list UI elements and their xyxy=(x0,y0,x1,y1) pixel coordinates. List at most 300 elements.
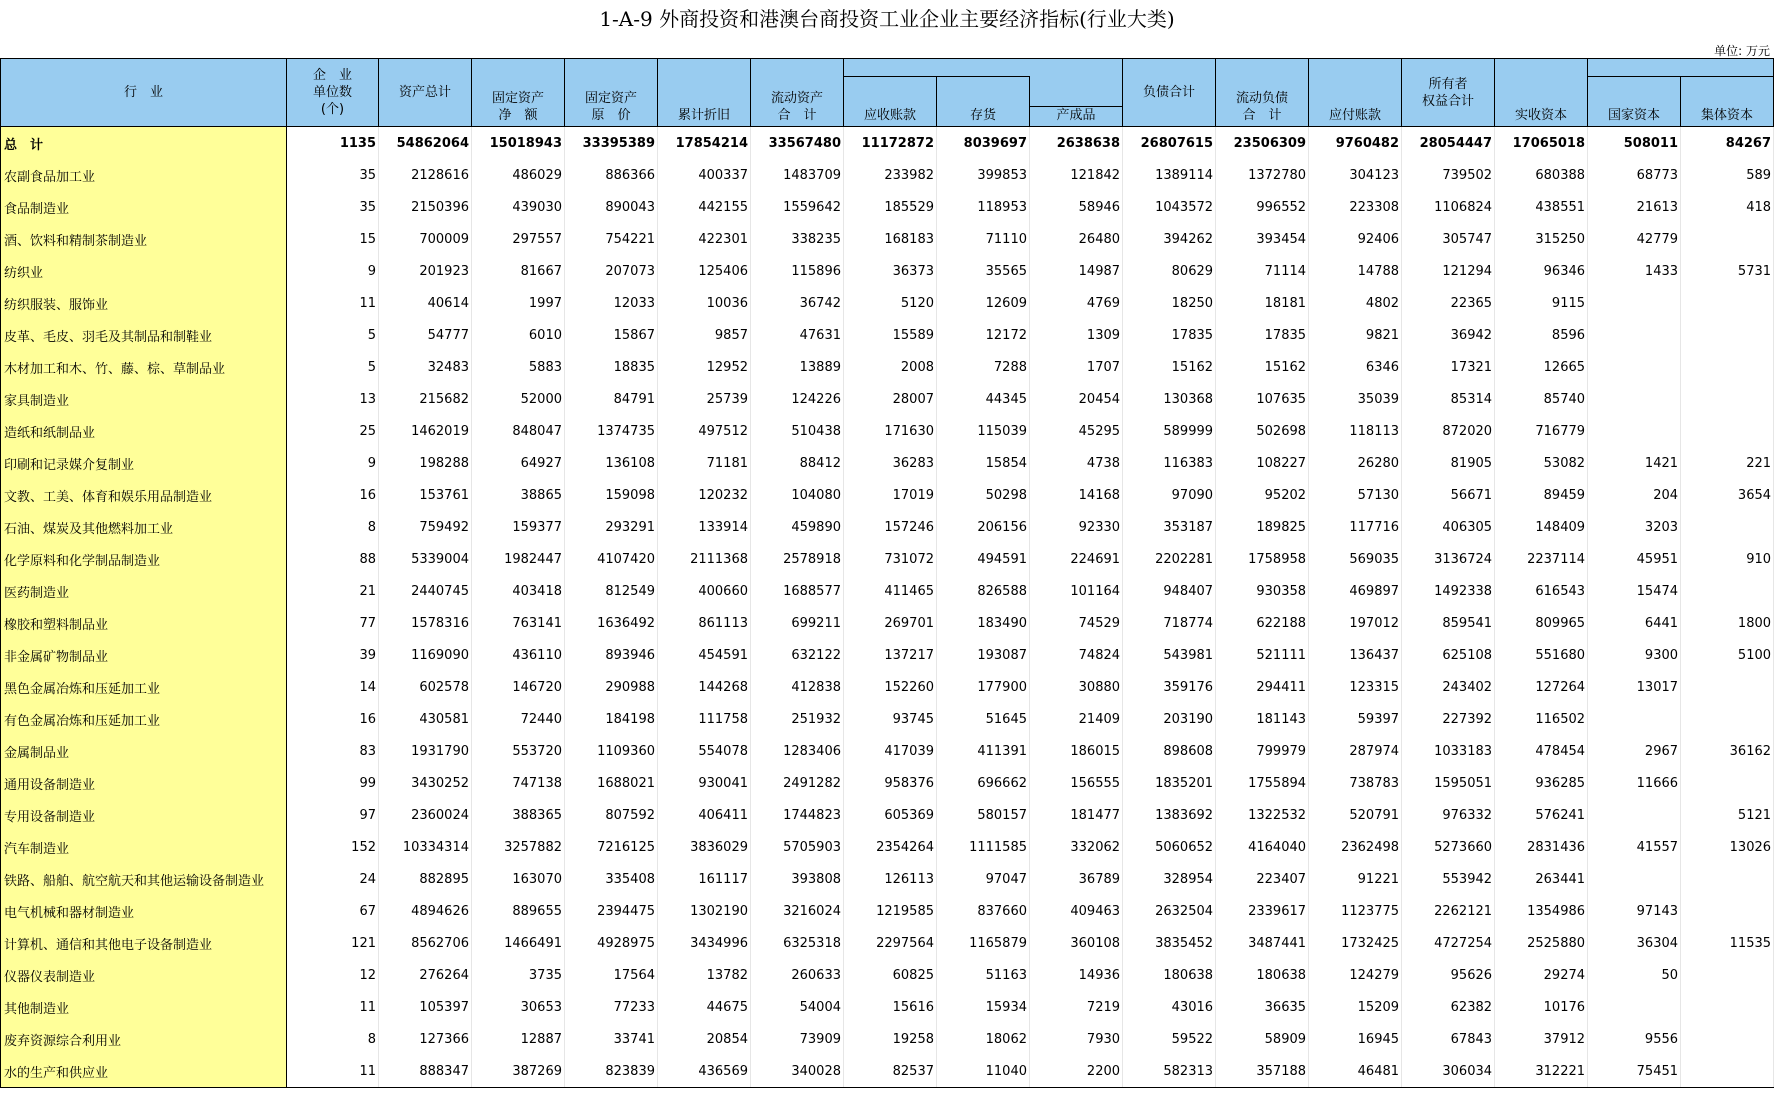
value-cell: 890043 xyxy=(565,191,658,223)
value-cell: 4928975 xyxy=(565,927,658,959)
value-cell: 221 xyxy=(1681,447,1774,479)
table-row xyxy=(1,159,1774,191)
value-cell: 64927 xyxy=(472,447,565,479)
value-cell: 9821 xyxy=(1309,319,1402,351)
table-row xyxy=(1,1055,1774,1088)
value-cell: 826588 xyxy=(937,575,1030,607)
value-cell: 5883 xyxy=(472,351,565,383)
value-cell: 17835 xyxy=(1216,319,1309,351)
value-cell: 1421 xyxy=(1588,447,1681,479)
value-cell: 84791 xyxy=(565,383,658,415)
value-cell: 436569 xyxy=(658,1055,751,1088)
value-cell: 1636492 xyxy=(565,607,658,639)
value-cell: 4107420 xyxy=(565,543,658,575)
table-row xyxy=(1,959,1774,991)
value-cell: 9 xyxy=(287,447,379,479)
value-cell: 510438 xyxy=(751,415,844,447)
value-cell: 120232 xyxy=(658,479,751,511)
value-cell xyxy=(1588,383,1681,415)
value-cell: 1374735 xyxy=(565,415,658,447)
value-cell: 89459 xyxy=(1495,479,1588,511)
value-cell: 2237114 xyxy=(1495,543,1588,575)
value-cell: 13017 xyxy=(1588,671,1681,703)
value-cell: 77 xyxy=(287,607,379,639)
value-cell xyxy=(1588,287,1681,319)
value-cell: 15616 xyxy=(844,991,937,1023)
value-cell: 185529 xyxy=(844,191,937,223)
value-cell: 3434996 xyxy=(658,927,751,959)
industry-name-cell: 通用设备制造业 xyxy=(1,767,287,799)
value-cell: 215682 xyxy=(379,383,472,415)
value-cell: 12887 xyxy=(472,1023,565,1055)
industry-name-cell: 医药制造业 xyxy=(1,575,287,607)
value-cell: 739502 xyxy=(1402,159,1495,191)
value-cell: 508011 xyxy=(1588,127,1681,160)
value-cell: 269701 xyxy=(844,607,937,639)
value-cell: 97143 xyxy=(1588,895,1681,927)
value-cell: 105397 xyxy=(379,991,472,1023)
value-cell: 54777 xyxy=(379,319,472,351)
value-cell: 315250 xyxy=(1495,223,1588,255)
value-cell: 35565 xyxy=(937,255,1030,287)
value-cell: 3487441 xyxy=(1216,927,1309,959)
value-cell: 1109360 xyxy=(565,735,658,767)
value-cell: 153761 xyxy=(379,479,472,511)
value-cell: 11040 xyxy=(937,1055,1030,1088)
value-cell: 54862064 xyxy=(379,127,472,160)
value-cell: 15474 xyxy=(1588,575,1681,607)
value-cell: 36942 xyxy=(1402,319,1495,351)
value-cell xyxy=(1681,287,1774,319)
value-cell: 67843 xyxy=(1402,1023,1495,1055)
value-cell: 5 xyxy=(287,351,379,383)
value-cell xyxy=(1588,351,1681,383)
value-cell: 3257882 xyxy=(472,831,565,863)
table-row xyxy=(1,415,1774,447)
value-cell: 36283 xyxy=(844,447,937,479)
value-cell: 1462019 xyxy=(379,415,472,447)
value-cell: 520791 xyxy=(1309,799,1402,831)
value-cell: 12 xyxy=(287,959,379,991)
value-cell: 80629 xyxy=(1123,255,1216,287)
value-cell: 4769 xyxy=(1030,287,1123,319)
value-cell: 359176 xyxy=(1123,671,1216,703)
industry-name-cell: 铁路、船舶、航空航天和其他运输设备制造业 xyxy=(1,863,287,895)
value-cell xyxy=(1588,415,1681,447)
value-cell: 417039 xyxy=(844,735,937,767)
value-cell: 144268 xyxy=(658,671,751,703)
value-cell: 29274 xyxy=(1495,959,1588,991)
header-receivables: 应收账款 xyxy=(844,77,937,127)
value-cell: 898608 xyxy=(1123,735,1216,767)
value-cell: 7288 xyxy=(937,351,1030,383)
value-cell xyxy=(1681,671,1774,703)
value-cell: 5060652 xyxy=(1123,831,1216,863)
value-cell: 45295 xyxy=(1030,415,1123,447)
value-cell: 121842 xyxy=(1030,159,1123,191)
value-cell: 26280 xyxy=(1309,447,1402,479)
value-cell xyxy=(1588,319,1681,351)
value-cell: 52000 xyxy=(472,383,565,415)
value-cell: 1595051 xyxy=(1402,767,1495,799)
value-cell: 84267 xyxy=(1681,127,1774,160)
value-cell: 28007 xyxy=(844,383,937,415)
value-cell: 93745 xyxy=(844,703,937,735)
value-cell: 15 xyxy=(287,223,379,255)
value-cell: 96346 xyxy=(1495,255,1588,287)
value-cell: 33741 xyxy=(565,1023,658,1055)
value-cell: 75451 xyxy=(1588,1055,1681,1088)
value-cell: 1283406 xyxy=(751,735,844,767)
header-finished-goods: 产成品 xyxy=(1030,107,1123,127)
value-cell: 123315 xyxy=(1309,671,1402,703)
value-cell: 59522 xyxy=(1123,1023,1216,1055)
value-cell: 948407 xyxy=(1123,575,1216,607)
value-cell: 17065018 xyxy=(1495,127,1588,160)
value-cell xyxy=(1681,703,1774,735)
table-title: 1-A-9 外商投资和港澳台商投资工业企业主要经济指标(行业大类) xyxy=(599,7,1175,31)
value-cell: 15934 xyxy=(937,991,1030,1023)
value-cell: 136437 xyxy=(1309,639,1402,671)
value-cell: 223407 xyxy=(1216,863,1309,895)
value-cell: 290988 xyxy=(565,671,658,703)
value-cell: 861113 xyxy=(658,607,751,639)
value-cell: 118953 xyxy=(937,191,1030,223)
value-cell: 36373 xyxy=(844,255,937,287)
value-cell: 14788 xyxy=(1309,255,1402,287)
value-cell: 127264 xyxy=(1495,671,1588,703)
value-cell: 3654 xyxy=(1681,479,1774,511)
value-cell: 930358 xyxy=(1216,575,1309,607)
value-cell: 13782 xyxy=(658,959,751,991)
value-cell: 4738 xyxy=(1030,447,1123,479)
value-cell xyxy=(1681,863,1774,895)
value-cell: 409463 xyxy=(1030,895,1123,927)
value-cell: 115896 xyxy=(751,255,844,287)
industry-name-cell: 石油、煤炭及其他燃料加工业 xyxy=(1,511,287,543)
value-cell xyxy=(1681,511,1774,543)
value-cell: 332062 xyxy=(1030,831,1123,863)
value-cell: 115039 xyxy=(937,415,1030,447)
value-cell: 5120 xyxy=(844,287,937,319)
value-cell: 306034 xyxy=(1402,1055,1495,1088)
value-cell: 50298 xyxy=(937,479,1030,511)
value-cell xyxy=(1681,959,1774,991)
value-cell: 5731 xyxy=(1681,255,1774,287)
value-cell: 124226 xyxy=(751,383,844,415)
value-cell: 1492338 xyxy=(1402,575,1495,607)
value-cell: 2362498 xyxy=(1309,831,1402,863)
value-cell: 16 xyxy=(287,479,379,511)
industry-name-cell: 仪器仪表制造业 xyxy=(1,959,287,991)
value-cell: 15018943 xyxy=(472,127,565,160)
value-cell: 3430252 xyxy=(379,767,472,799)
value-cell: 338235 xyxy=(751,223,844,255)
value-cell: 201923 xyxy=(379,255,472,287)
value-cell: 44345 xyxy=(937,383,1030,415)
unit-label: 单位: 万元 xyxy=(1714,44,1770,58)
value-cell: 11 xyxy=(287,287,379,319)
value-cell: 12952 xyxy=(658,351,751,383)
value-cell: 1997 xyxy=(472,287,565,319)
value-cell: 1559642 xyxy=(751,191,844,223)
value-cell: 126113 xyxy=(844,863,937,895)
value-cell: 92406 xyxy=(1309,223,1402,255)
table-row xyxy=(1,479,1774,511)
value-cell: 2202281 xyxy=(1123,543,1216,575)
value-cell: 459890 xyxy=(751,511,844,543)
value-cell: 412838 xyxy=(751,671,844,703)
value-cell: 5705903 xyxy=(751,831,844,863)
value-cell: 551680 xyxy=(1495,639,1588,671)
header-current-assets-group xyxy=(844,59,1123,77)
value-cell: 181477 xyxy=(1030,799,1123,831)
value-cell: 287974 xyxy=(1309,735,1402,767)
value-cell: 4727254 xyxy=(1402,927,1495,959)
value-cell: 1483709 xyxy=(751,159,844,191)
value-cell: 486029 xyxy=(472,159,565,191)
value-cell: 14936 xyxy=(1030,959,1123,991)
value-cell: 260633 xyxy=(751,959,844,991)
value-cell: 494591 xyxy=(937,543,1030,575)
value-cell: 198288 xyxy=(379,447,472,479)
value-cell: 2831436 xyxy=(1495,831,1588,863)
value-cell: 47631 xyxy=(751,319,844,351)
value-cell: 36635 xyxy=(1216,991,1309,1023)
value-cell xyxy=(1681,1023,1774,1055)
value-cell: 2128616 xyxy=(379,159,472,191)
value-cell: 18250 xyxy=(1123,287,1216,319)
header-depreciation: 累计折旧 xyxy=(658,59,751,127)
value-cell: 6346 xyxy=(1309,351,1402,383)
value-cell: 439030 xyxy=(472,191,565,223)
value-cell: 430581 xyxy=(379,703,472,735)
value-cell: 312221 xyxy=(1495,1055,1588,1088)
value-cell: 104080 xyxy=(751,479,844,511)
value-cell: 1383692 xyxy=(1123,799,1216,831)
value-cell: 111758 xyxy=(658,703,751,735)
value-cell: 1033183 xyxy=(1402,735,1495,767)
value-cell: 117716 xyxy=(1309,511,1402,543)
value-cell: 478454 xyxy=(1495,735,1588,767)
value-cell: 85314 xyxy=(1402,383,1495,415)
value-cell: 203190 xyxy=(1123,703,1216,735)
value-cell: 958376 xyxy=(844,767,937,799)
value-cell: 872020 xyxy=(1402,415,1495,447)
value-cell: 1688021 xyxy=(565,767,658,799)
value-cell: 20454 xyxy=(1030,383,1123,415)
value-cell: 58909 xyxy=(1216,1023,1309,1055)
value-cell xyxy=(1588,863,1681,895)
value-cell: 812549 xyxy=(565,575,658,607)
value-cell: 8 xyxy=(287,1023,379,1055)
value-cell: 340028 xyxy=(751,1055,844,1088)
value-cell: 763141 xyxy=(472,607,565,639)
industry-name-cell: 酒、饮料和精制茶制造业 xyxy=(1,223,287,255)
value-cell: 101164 xyxy=(1030,575,1123,607)
value-cell: 2111368 xyxy=(658,543,751,575)
value-cell: 3836029 xyxy=(658,831,751,863)
table-row xyxy=(1,703,1774,735)
value-cell: 436110 xyxy=(472,639,565,671)
value-cell: 1800 xyxy=(1681,607,1774,639)
header-fixed-net: 固定资产 净 额 xyxy=(472,59,565,127)
value-cell: 177900 xyxy=(937,671,1030,703)
value-cell: 26807615 xyxy=(1123,127,1216,160)
value-cell: 16945 xyxy=(1309,1023,1402,1055)
value-cell: 33395389 xyxy=(565,127,658,160)
table-row xyxy=(1,351,1774,383)
value-cell: 14168 xyxy=(1030,479,1123,511)
industry-name-cell: 水的生产和供应业 xyxy=(1,1055,287,1088)
value-cell: 11666 xyxy=(1588,767,1681,799)
industry-name-cell: 电气机械和器材制造业 xyxy=(1,895,287,927)
value-cell: 58946 xyxy=(1030,191,1123,223)
value-cell: 469897 xyxy=(1309,575,1402,607)
value-cell: 21409 xyxy=(1030,703,1123,735)
value-cell: 2354264 xyxy=(844,831,937,863)
value-cell: 5339004 xyxy=(379,543,472,575)
value-cell: 888347 xyxy=(379,1055,472,1088)
value-cell: 180638 xyxy=(1123,959,1216,991)
value-cell: 224691 xyxy=(1030,543,1123,575)
value-cell: 2200 xyxy=(1030,1055,1123,1088)
table-row xyxy=(1,223,1774,255)
value-cell: 82537 xyxy=(844,1055,937,1088)
value-cell: 716779 xyxy=(1495,415,1588,447)
value-cell: 2491282 xyxy=(751,767,844,799)
value-cell: 7219 xyxy=(1030,991,1123,1023)
value-cell xyxy=(1681,767,1774,799)
value-cell: 553942 xyxy=(1402,863,1495,895)
value-cell: 2262121 xyxy=(1402,895,1495,927)
value-cell: 731072 xyxy=(844,543,937,575)
table-row xyxy=(1,1023,1774,1055)
table-row xyxy=(1,255,1774,287)
value-cell: 133914 xyxy=(658,511,751,543)
value-cell: 2150396 xyxy=(379,191,472,223)
value-cell: 4894626 xyxy=(379,895,472,927)
header-equity: 所有者 权益合计 xyxy=(1402,59,1495,127)
value-cell: 11 xyxy=(287,991,379,1023)
table-body xyxy=(1,127,1774,1088)
industry-name-cell: 其他制造业 xyxy=(1,991,287,1023)
value-cell: 88 xyxy=(287,543,379,575)
value-cell: 1707 xyxy=(1030,351,1123,383)
value-cell: 521111 xyxy=(1216,639,1309,671)
value-cell: 2394475 xyxy=(565,895,658,927)
industry-name-cell: 计算机、通信和其他电子设备制造业 xyxy=(1,927,287,959)
industry-name-cell: 专用设备制造业 xyxy=(1,799,287,831)
value-cell: 305747 xyxy=(1402,223,1495,255)
value-cell: 74824 xyxy=(1030,639,1123,671)
value-cell: 19258 xyxy=(844,1023,937,1055)
table-row xyxy=(1,735,1774,767)
value-cell: 357188 xyxy=(1216,1055,1309,1088)
value-cell: 181143 xyxy=(1216,703,1309,735)
industry-name-cell: 皮革、毛皮、羽毛及其制品和制鞋业 xyxy=(1,319,287,351)
value-cell: 406411 xyxy=(658,799,751,831)
value-cell: 360108 xyxy=(1030,927,1123,959)
value-cell: 35 xyxy=(287,159,379,191)
value-cell: 6010 xyxy=(472,319,565,351)
value-cell: 403418 xyxy=(472,575,565,607)
value-cell: 3136724 xyxy=(1402,543,1495,575)
value-cell: 1744823 xyxy=(751,799,844,831)
value-cell: 976332 xyxy=(1402,799,1495,831)
value-cell: 580157 xyxy=(937,799,1030,831)
value-cell: 136108 xyxy=(565,447,658,479)
value-cell: 50 xyxy=(1588,959,1681,991)
value-cell: 1466491 xyxy=(472,927,565,959)
header-enterprises: 企 业 单位数 (个) xyxy=(287,59,379,127)
total-row xyxy=(1,127,1774,160)
value-cell: 1835201 xyxy=(1123,767,1216,799)
value-cell: 754221 xyxy=(565,223,658,255)
value-cell: 936285 xyxy=(1495,767,1588,799)
value-cell: 699211 xyxy=(751,607,844,639)
value-cell: 171630 xyxy=(844,415,937,447)
value-cell: 9300 xyxy=(1588,639,1681,671)
value-cell: 10036 xyxy=(658,287,751,319)
value-cell: 161117 xyxy=(658,863,751,895)
value-cell: 18181 xyxy=(1216,287,1309,319)
header-total-assets: 资产总计 xyxy=(379,59,472,127)
value-cell: 625108 xyxy=(1402,639,1495,671)
value-cell xyxy=(1681,991,1774,1023)
value-cell: 15867 xyxy=(565,319,658,351)
value-cell: 41557 xyxy=(1588,831,1681,863)
value-cell: 1931790 xyxy=(379,735,472,767)
value-cell: 12609 xyxy=(937,287,1030,319)
value-cell: 121294 xyxy=(1402,255,1495,287)
value-cell: 59397 xyxy=(1309,703,1402,735)
value-cell: 276264 xyxy=(379,959,472,991)
value-cell: 124279 xyxy=(1309,959,1402,991)
value-cell: 616543 xyxy=(1495,575,1588,607)
industry-name-cell: 印刷和记录媒介复制业 xyxy=(1,447,287,479)
value-cell: 40614 xyxy=(379,287,472,319)
value-cell: 25 xyxy=(287,415,379,447)
value-cell: 71114 xyxy=(1216,255,1309,287)
value-cell: 2008 xyxy=(844,351,937,383)
value-cell: 127366 xyxy=(379,1023,472,1055)
value-cell: 184198 xyxy=(565,703,658,735)
value-cell: 97 xyxy=(287,799,379,831)
value-cell: 4164040 xyxy=(1216,831,1309,863)
industry-name-cell: 农副食品加工业 xyxy=(1,159,287,191)
value-cell: 159098 xyxy=(565,479,658,511)
industry-name-cell: 橡胶和塑料制品业 xyxy=(1,607,287,639)
header-current-liabilities: 流动负债 合 计 xyxy=(1216,59,1309,127)
header-liabilities: 负债合计 xyxy=(1123,59,1216,127)
header-state-capital: 国家资本 xyxy=(1588,77,1681,127)
header-collective-capital: 集体资本 xyxy=(1681,77,1774,127)
value-cell: 25739 xyxy=(658,383,751,415)
value-cell: 38865 xyxy=(472,479,565,511)
header-capital-group xyxy=(1588,59,1774,77)
value-cell: 3216024 xyxy=(751,895,844,927)
value-cell: 107635 xyxy=(1216,383,1309,415)
table-row xyxy=(1,831,1774,863)
header-payables: 应付账款 xyxy=(1309,59,1402,127)
value-cell: 759492 xyxy=(379,511,472,543)
table-row xyxy=(1,191,1774,223)
value-cell: 12665 xyxy=(1495,351,1588,383)
value-cell: 223308 xyxy=(1309,191,1402,223)
value-cell: 5121 xyxy=(1681,799,1774,831)
value-cell: 18835 xyxy=(565,351,658,383)
